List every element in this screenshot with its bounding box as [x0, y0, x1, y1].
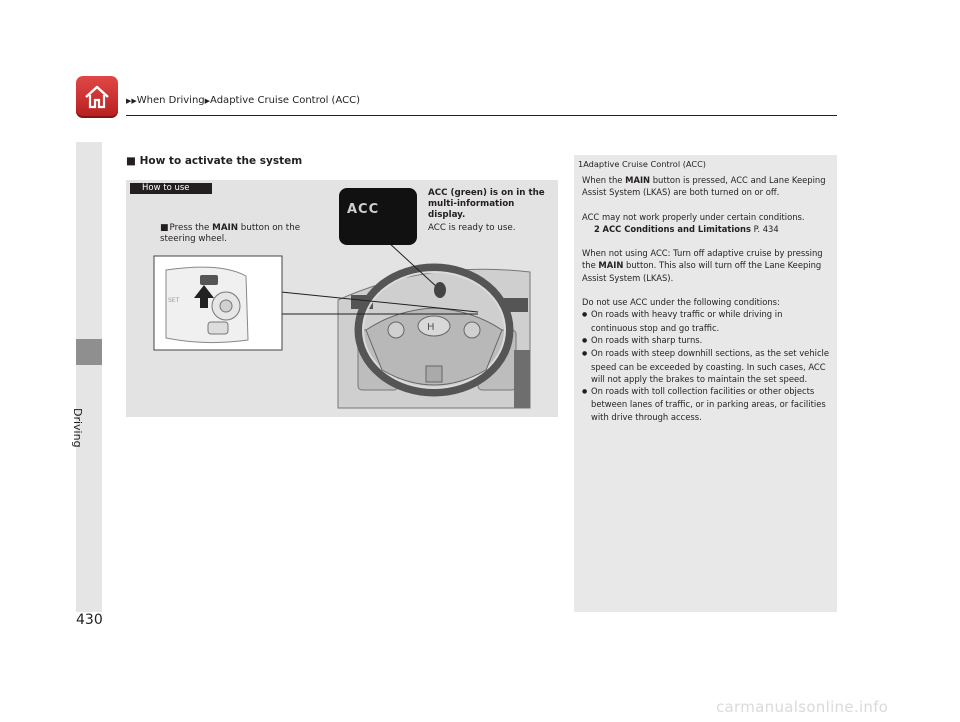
main-button-label: MAIN [212, 223, 239, 233]
list-item: ● On roads with toll collection facilities or other objects between lanes of traffic, or in parking areas, or facilities with drive through access. [582, 385, 830, 423]
page-number: 430 [76, 612, 103, 628]
reference-page: P. 434 [750, 223, 779, 234]
section-heading: ■ How to activate the system [126, 155, 303, 167]
chapter-label: Driving [71, 408, 84, 448]
reference-arrow-icon: 2 [594, 223, 600, 234]
header-divider [126, 115, 837, 116]
how-to-use-tag: How to use [130, 183, 212, 194]
main-button-label: MAIN [598, 260, 624, 271]
note-paragraph-3 [582, 247, 830, 284]
note-paragraph-2 [582, 211, 830, 236]
side-note-panel [574, 155, 837, 612]
note-text: When the [582, 175, 626, 185]
breadcrumb-item-when-driving[interactable]: When Driving [136, 95, 205, 106]
note-paragraph-4: Do not use ACC under the following conditions: [582, 297, 780, 308]
note-text: ACC may not work properly under certain conditions. [582, 211, 805, 222]
cross-reference-link[interactable] [582, 223, 830, 235]
note-text: When not using ACC: Turn off adaptive cruise by pressing the [582, 248, 823, 271]
list-item: ● On roads with steep downhill sections, as the set vehicle speed can be exceeded by coasting. In such cases, ACC will not apply the brakes to maintain the set speed. [582, 347, 830, 385]
breadcrumb [126, 95, 360, 106]
breadcrumb-arrow-icon: ▶ [204, 97, 211, 105]
breadcrumb-arrow-icon: ▶▶ [126, 97, 137, 105]
chapter-tab-marker [76, 339, 102, 365]
acc-callout [428, 188, 554, 234]
svg-text:SET: SET [168, 297, 180, 304]
press-text-2: button on the steering wheel. [160, 223, 301, 244]
note-title: 1Adaptive Cruise Control (ACC) [578, 159, 706, 169]
activation-illustration [126, 180, 558, 417]
acc-callout-bold: ACC (green) is on in the multi-information display. [428, 188, 545, 220]
note-paragraph-1 [582, 174, 830, 199]
breadcrumb-item-acc[interactable]: Adaptive Cruise Control (ACC) [210, 95, 360, 106]
bullet-square-icon: ■ [160, 223, 169, 233]
condition-list [582, 308, 830, 423]
multi-information-display [339, 188, 417, 245]
home-icon[interactable] [76, 76, 118, 118]
note-text: button. This also will turn off the Lane Keeping Assist System (LKAS). [582, 260, 822, 283]
main-button-label: MAIN [625, 175, 651, 185]
press-main-callout [160, 223, 310, 245]
list-item: ● On roads with sharp turns. [582, 334, 830, 347]
watermark-logo: carmanualsonline.info [716, 698, 889, 716]
note-text: button is pressed, ACC and Lane Keeping Assist System (LKAS) are both turned on or off. [582, 175, 826, 198]
chapter-sidebar [76, 142, 102, 612]
reference-title: ACC Conditions and Limitations [602, 223, 751, 234]
note-body [582, 174, 830, 423]
acc-indicator-icon: ACC [347, 202, 380, 217]
press-text: Press the [169, 223, 213, 233]
acc-callout-text: ACC is ready to use. [428, 223, 516, 233]
list-item: ● On roads with heavy traffic or while driving in continuous stop and go traffic. [582, 308, 830, 334]
svg-text:H: H [427, 322, 435, 333]
